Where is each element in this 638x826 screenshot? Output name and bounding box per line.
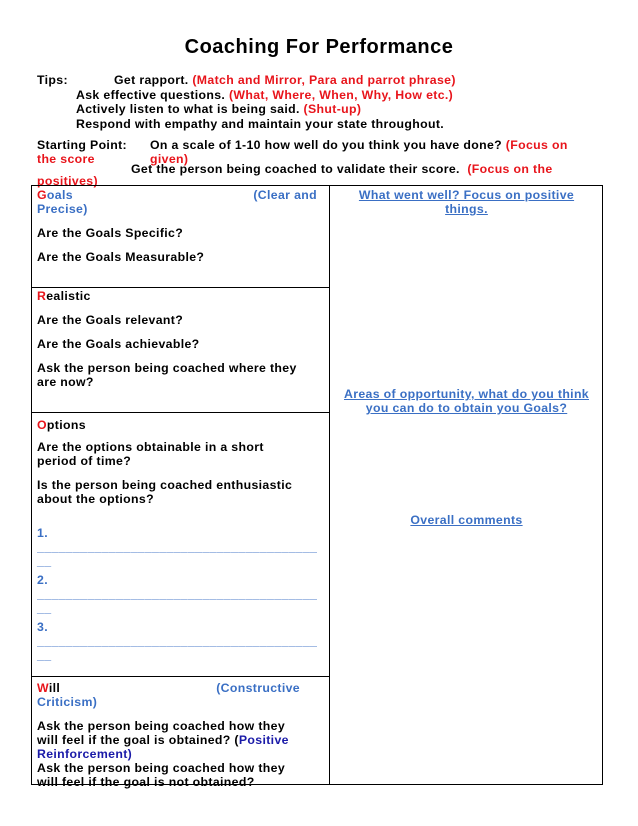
will-note-reinforcement: Reinforcement) xyxy=(37,747,133,761)
tips-line-2-note: (What, Where, When, Why, How etc.) xyxy=(228,88,454,102)
opportunity-heading xyxy=(330,387,603,415)
options-word: ptions xyxy=(46,418,86,432)
goals-question-specific: Are the Goals Specific? xyxy=(37,226,184,240)
tips-line-4: Respond with empathy and maintain your state throughout. xyxy=(76,117,445,131)
option-number-1: 1. xyxy=(37,526,48,540)
column-divider xyxy=(329,186,330,784)
options-question-enthusiastic-b: about the options? xyxy=(37,492,154,506)
will-word: ill xyxy=(48,681,61,695)
starting-point-note-a: (Focus on xyxy=(505,138,568,152)
realistic-word: ealistic xyxy=(46,289,91,303)
options-question-obtainable-b: period of time? xyxy=(37,454,132,468)
will-question-not-obtained-a: Ask the person being coached how they xyxy=(37,761,286,775)
opportunity-line-b: you can do to obtain you Goals? xyxy=(365,401,568,415)
tips-line-3-note: (Shut-up) xyxy=(303,102,362,116)
coaching-table xyxy=(31,185,603,789)
tips-line-2 xyxy=(76,88,453,102)
starting-point-line-1 xyxy=(150,138,568,152)
row-divider-realistic xyxy=(32,412,329,413)
realistic-cell xyxy=(37,289,322,389)
page-title: Coaching For Performance xyxy=(184,36,454,58)
options-question-enthusiastic-a: Is the person being coached enthusiastic xyxy=(37,478,293,492)
will-cell xyxy=(37,681,322,789)
will-note-b: Criticism) xyxy=(37,695,98,709)
will-question-not-obtained-b: will feel if the goal is not obtained? xyxy=(37,775,255,789)
realistic-question-achievable: Are the Goals achievable? xyxy=(37,337,200,351)
starting-point-note-c: (Focus on the xyxy=(467,162,553,176)
option-blank-line-2: _______________________________________ xyxy=(37,587,317,601)
starting-point-note-b1: the score xyxy=(37,152,95,166)
goals-cell xyxy=(37,188,322,264)
option-blank-line-1: _______________________________________ xyxy=(37,540,317,554)
option-number-2: 2. xyxy=(37,573,48,587)
tips-line-2-text: Ask effective questions. xyxy=(76,88,226,102)
options-question-obtainable-a: Are the options obtainable in a short xyxy=(37,440,264,454)
option-blank-line-3: _______________________________________ xyxy=(37,634,317,648)
starting-point-label: Starting Point: xyxy=(37,138,127,152)
goals-note-b: Precise) xyxy=(37,202,88,216)
will-note-a: (Constructive xyxy=(216,681,300,695)
opportunity-line-a: Areas of opportunity, what do you think xyxy=(343,387,589,401)
will-question-obtained-a: Ask the person being coached how they xyxy=(37,719,286,733)
row-divider-goals xyxy=(32,287,329,288)
options-letter: O xyxy=(37,418,47,432)
goals-note-a: (Clear and xyxy=(253,188,317,202)
tips-label: Tips: xyxy=(37,73,68,87)
row-divider-options xyxy=(32,676,329,677)
options-cell xyxy=(37,418,322,662)
starting-point-note-d: positives) xyxy=(37,174,98,188)
goals-letter: G xyxy=(37,188,47,202)
went-well-line-a: What went well? Focus on positive xyxy=(358,188,575,202)
starting-point-question: On a scale of 1-10 how well do you think you have done? xyxy=(150,138,503,152)
starting-point-line-2 xyxy=(131,162,553,176)
realistic-question-now-b: are now? xyxy=(37,375,94,389)
goals-question-measurable: Are the Goals Measurable? xyxy=(37,250,205,264)
tips-line-3 xyxy=(76,102,361,116)
will-note-positive: Positive xyxy=(238,733,289,747)
option-blank-tail-3: __ xyxy=(37,648,52,662)
overall-comments-heading: Overall comments xyxy=(410,513,523,527)
goals-word: oals xyxy=(46,188,73,202)
realistic-question-now-a: Ask the person being coached where they xyxy=(37,361,297,375)
starting-point-note-b2: given) xyxy=(150,152,189,166)
realistic-letter: R xyxy=(37,289,47,303)
went-well-heading xyxy=(330,188,603,216)
option-blank-tail-2: __ xyxy=(37,601,52,615)
option-number-3: 3. xyxy=(37,620,48,634)
went-well-line-b: things. xyxy=(445,202,488,216)
will-question-obtained-b xyxy=(37,733,322,747)
tips-line-3-text: Actively listen to what is being said. xyxy=(76,102,300,116)
tips-line-1 xyxy=(114,73,456,87)
option-blank-tail-1: __ xyxy=(37,554,52,568)
will-letter: W xyxy=(37,681,49,695)
starting-point-validate: Get the person being coached to validate their score. xyxy=(131,162,460,176)
tips-line-1-text: Get rapport. xyxy=(114,73,189,87)
realistic-question-relevant: Are the Goals relevant? xyxy=(37,313,184,327)
will-question-obtained-b-text: will feel if the goal is obtained? ( xyxy=(37,733,239,747)
tips-line-1-note: (Match and Mirror, Para and parrot phrase) xyxy=(192,73,456,87)
